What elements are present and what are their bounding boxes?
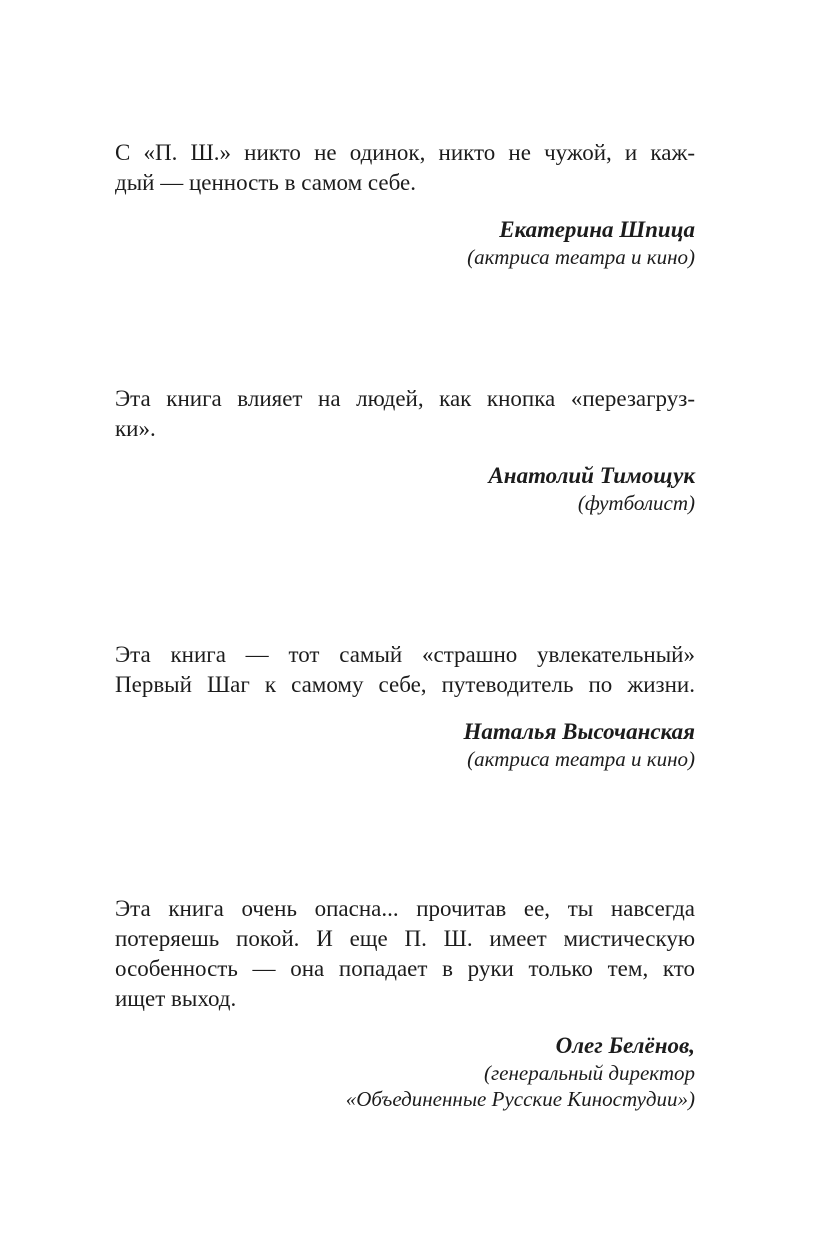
quote-text-line: дый — ценность в самом себе. xyxy=(115,170,416,195)
quote-author: Наталья Высочанская xyxy=(463,719,695,744)
quote-author-role: (актриса театра и кино) xyxy=(467,747,695,771)
quote-author: Олег Белёнов, xyxy=(555,1033,695,1058)
quote-text-line: Эта книга очень опасна... прочитав ее, ты навсегда xyxy=(115,896,695,921)
quote-text-line: потеряешь покой. И еще П. Ш. имеет мистическую xyxy=(115,926,695,951)
quote-text-line: С «П. Ш.» никто не одинок, никто не чужой, и каж- xyxy=(115,140,695,165)
quote-author-role: (футболист) xyxy=(577,491,695,515)
quote-author: Анатолий Тимощук xyxy=(488,463,695,488)
quote-text-line: особенность — она попадает в руки только тем, кто xyxy=(115,956,695,981)
quote-block xyxy=(115,384,695,516)
quote-author: Екатерина Шпица xyxy=(499,217,695,242)
quote-block xyxy=(115,138,695,270)
quote-block xyxy=(115,894,695,1112)
page-content xyxy=(115,138,695,1112)
quote-text-line: Эта книга влияет на людей, как кнопка «перезагруз- xyxy=(115,386,695,411)
quote-text-line: ки». xyxy=(115,416,156,441)
quote-author-role: «Объединенные Русские Киностудии») xyxy=(345,1087,695,1111)
quote-author-role: (генеральный директор xyxy=(483,1061,695,1085)
quote-author-role: (актриса театра и кино) xyxy=(467,245,695,269)
quote-block xyxy=(115,640,695,772)
quote-text-line: Эта книга — тот самый «страшно увлекательный» xyxy=(115,642,695,667)
quote-text-line: Первый Шаг к самому себе, путеводитель по жизни. xyxy=(115,672,695,697)
quote-text-line: ищет выход. xyxy=(115,986,237,1011)
